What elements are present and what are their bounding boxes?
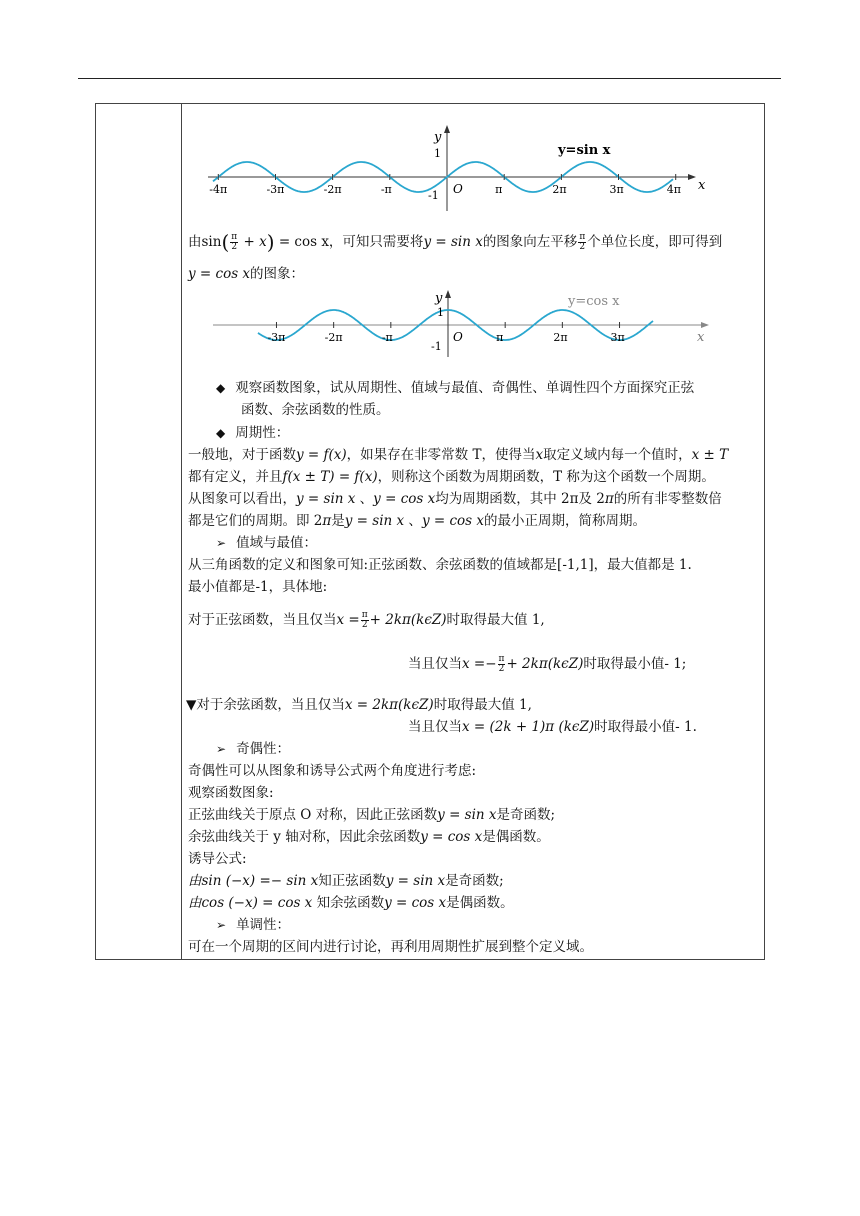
monotonic-heading: ➢ 单调性： [216, 917, 291, 933]
observe-bullet-line-1: ◆ 观察函数图象，试从周期性、值域与最值、奇偶性、单调性四个方面探究正弦 [216, 380, 695, 396]
cosine-x-axis-label: x [697, 330, 705, 345]
x-tick-label: -2π [323, 183, 342, 196]
shift-line-2: y = cos x的图象： [188, 266, 305, 282]
x-tick-label: -π [380, 183, 392, 196]
cosine-neg-one-label: -1 [431, 340, 442, 353]
parity-heading: ➢ 奇偶性： [216, 741, 291, 757]
periodicity-line-3: 从图象可以看出，y = sin x 、y = cos x均为周期函数，其中 2π及 2π的所有非零整数倍 [188, 491, 722, 507]
x-tick-label: -3π [266, 183, 285, 196]
periodicity-line-4: 都是它们的周期。即 2π是y = sin x 、y = cos x的最小正周期，简称周期。 [188, 513, 646, 529]
sine-curve-label: y=sin x [558, 143, 611, 158]
arrow-bullet-icon: ➢ [216, 536, 227, 550]
sin-max-line: 对于正弦函数，当且仅当x = $\frac{\pi}{2}$ + 2kπ(kϵZ)时取得最大值 1, [188, 610, 545, 630]
content-table [95, 103, 765, 960]
x-tick-label: 3π [609, 183, 624, 196]
sine-neg-one-label: -1 [428, 189, 439, 202]
range-line-1: 从三角函数的定义和图象可知:正弦函数、余弦函数的值域都是[-1,1]，最大值都是 1. [188, 557, 692, 573]
sine-y-axis-label: y [434, 130, 442, 145]
x-tick-label: 2π [552, 183, 567, 196]
parity-line-7: 由cos (−x) = cos x 知余弦函数y = cos x是偶函数。 [188, 895, 514, 911]
sin-min-line: 当且仅当x =− $\frac{\pi}{2}$ + 2kπ(kϵZ)时取得最小值- 1; [408, 654, 687, 674]
x-tick-label: π [496, 331, 504, 344]
monotonic-line-1: 可在一个周期的区间内进行讨论，再利用周期性扩展到整个定义域。 [188, 939, 593, 955]
cos-min-line: 当且仅当x = (2k + 1)π (kϵZ)时取得最小值- 1. [408, 719, 697, 735]
x-tick-label: 4π [666, 183, 681, 196]
arrow-bullet-icon: ➢ [216, 742, 227, 756]
x-tick-label: 3π [610, 331, 625, 344]
x-tick-label: -2π [324, 331, 343, 344]
range-line-2: 最小值都是-1，具体地: [188, 579, 328, 595]
parity-line-2: 观察函数图象: [188, 785, 274, 801]
column-divider [181, 104, 182, 959]
cosine-one-label: 1 [437, 306, 444, 319]
sine-origin-label: O [453, 182, 463, 196]
cosine-curve-label: y=cos x [568, 294, 620, 309]
x-tick-label: π [495, 183, 503, 196]
x-tick-label: -3π [267, 331, 286, 344]
x-tick-label: 2π [553, 331, 568, 344]
sine-x-axis-label: x [698, 178, 706, 193]
cos-max-line: ▼对于余弦函数，当且仅当x = 2kπ(kϵZ)时取得最大值 1, [186, 697, 532, 713]
periodicity-heading: ◆ 周期性： [216, 425, 290, 441]
observe-bullet-line-2: 函数、余弦函数的性质。 [241, 402, 390, 418]
range-heading: ➢ 值域与最值： [216, 535, 318, 551]
sine-one-label: 1 [434, 147, 441, 160]
sine-graph [208, 119, 708, 214]
arrow-bullet-icon: ➢ [216, 918, 227, 932]
x-tick-label: -π [381, 331, 393, 344]
periodicity-line-2: 都有定义，并且f(x ± T) = f(x)，则称这个函数为周期函数，T 称为这个函数一个周期。 [188, 469, 715, 485]
parity-line-3: 正弦曲线关于原点 O 对称，因此正弦函数y = sin x是奇函数; [188, 807, 556, 823]
shift-line-1: 由sin( $\frac{\pi}{2}$ + x) = cos x，可知只需要将y = sin x的图象向左平移 $\frac{\pi}{2}$ 个单位长度，即可得到 [188, 230, 723, 254]
x-tick-label: -4π [209, 183, 228, 196]
parity-line-6: 由sin (−x) =− sin x知正弦函数y = sin x是奇函数; [188, 873, 504, 889]
cosine-origin-label: O [453, 330, 463, 344]
periodicity-line-1: 一般地，对于函数y = f(x)，如果存在非零常数 T，使得当x取定义域内每一个值时，x ± T [188, 447, 729, 463]
header-rule [78, 78, 781, 79]
parity-line-4: 余弦曲线关于 y 轴对称，因此余弦函数y = cos x是偶函数。 [188, 829, 550, 845]
parity-line-1: 奇偶性可以从图象和诱导公式两个角度进行考虑: [188, 763, 477, 779]
parity-line-5: 诱导公式: [188, 851, 247, 867]
cosine-graph [213, 287, 713, 362]
diamond-bullet-icon: ◆ [216, 426, 226, 440]
diamond-bullet-icon: ◆ [216, 381, 226, 395]
cosine-y-axis-label: y [435, 291, 443, 306]
